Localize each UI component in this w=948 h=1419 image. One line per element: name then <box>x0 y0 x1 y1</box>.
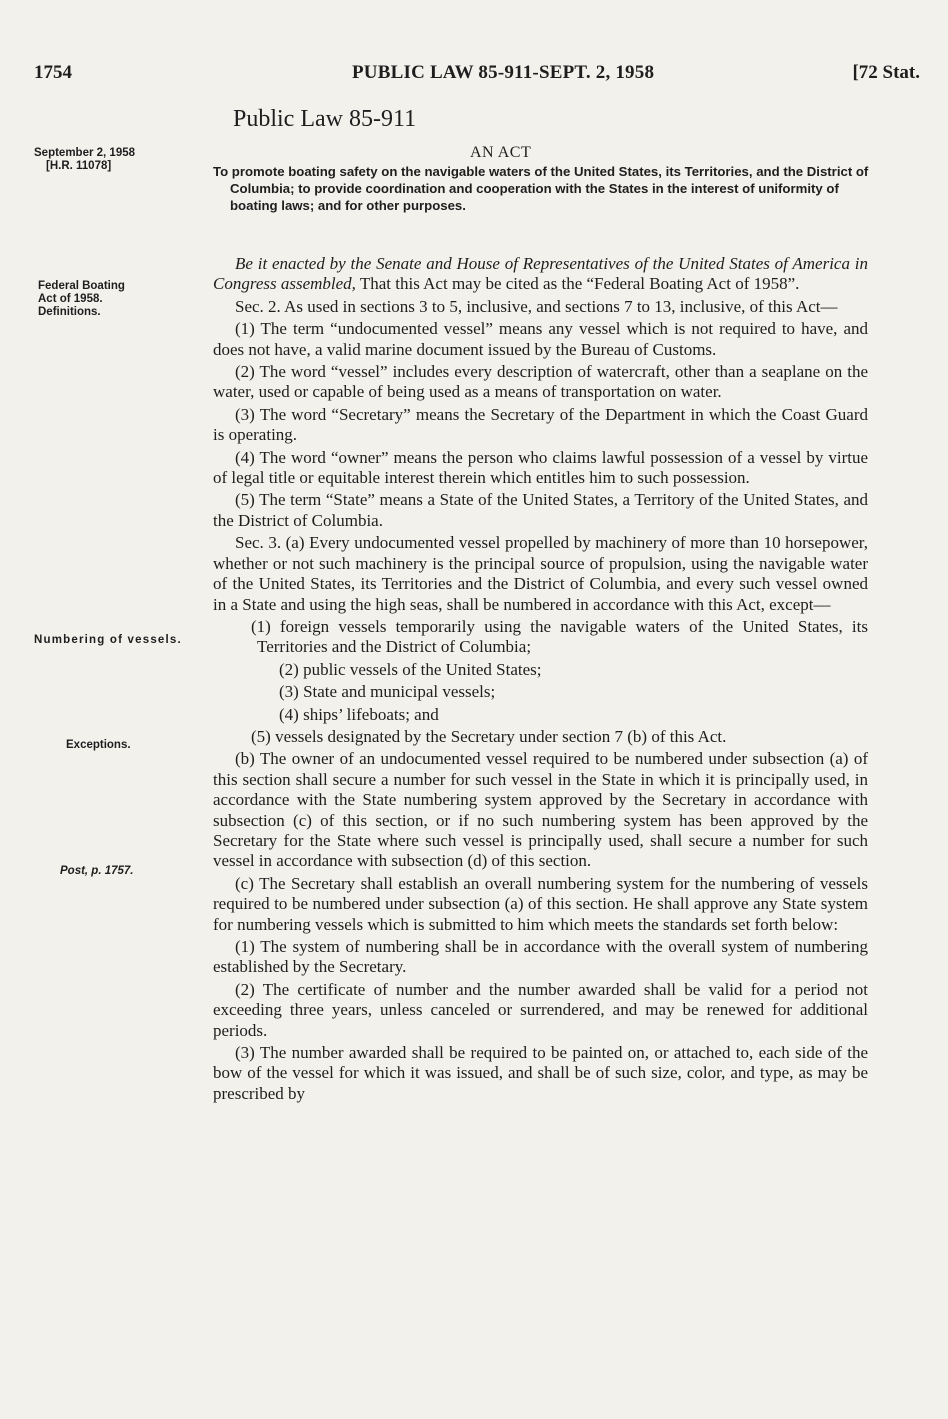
definition-5: (5) The term “State” means a State of the United States, a Territory of the United States, and the District of Columbia. <box>213 490 868 530</box>
enactment-date: September 2, 1958 <box>34 147 136 159</box>
exception-3: (3) State and municipal vessels; <box>279 682 496 702</box>
act-purpose: To promote boating safety on the navigable waters of the United States, its Territories, and the District of Columbia; to provide coordination and cooperation with the States in the interest of uniformity of boating laws; and for other purposes. <box>213 164 869 213</box>
standard-2: (2) The certificate of number and the number awarded shall be valid for a period not exceeding three years, unless canceled or surrendered, and may be renewed for additional periods. <box>213 979 868 1040</box>
volume-citation: [72 Stat. <box>852 62 920 83</box>
definition-2: (2) The word “vessel” includes every description of watercraft, other than a seaplane on the water, used or capable of being used as a means of transportation on water. <box>213 362 868 402</box>
margin-note-short-title <box>38 280 218 319</box>
law-title: Public Law 85-911 <box>233 106 417 132</box>
section-3c: (c) The Secretary shall establish an overall numbering system for the numbering of vessels required to be numbered under subsection (a) of this section. He shall approve any State system for numbering vessels which is submitted to him which meets the standards set forth below: <box>213 873 868 934</box>
margin-note-exceptions: Exceptions. <box>66 739 131 751</box>
exception-1: (1) foreign vessels temporarily using the navigable waters of the United States, its Territories and the District of Columbia; <box>251 616 868 657</box>
definition-3: (3) The word “Secretary” means the Secretary of the Department in which the Coast Guard is operating. <box>213 404 868 445</box>
running-head <box>34 62 920 88</box>
standard-1: (1) The system of numbering shall be in accordance with the overall system of numbering established by the Secretary. <box>213 937 868 977</box>
page-number: 1754 <box>34 62 72 83</box>
section-2: Sec. 2. As used in sections 3 to 5, inclusive, and sections 7 to 13, inclusive, of this Act— <box>235 296 838 316</box>
exception-5: (5) vessels designated by the Secretary under section 7 (b) of this Act. <box>251 726 727 746</box>
margin-note-cross-reference: Post, p. 1757. <box>60 865 134 877</box>
section-3a: Sec. 3. (a) Every undocumented vessel propelled by machinery of more than 10 horsepower, whether or not such machinery is the principal source of propulsion, using the navigable water of the United States, its Territories and the District of Columbia, and every such vessel owned in a State and using the high seas, shall be numbered in accordance with this Act, except— <box>213 533 868 614</box>
act-heading: AN ACT <box>470 144 532 161</box>
section-3b: (b) The owner of an undocumented vessel required to be numbered under subsection (a) of this section shall secure a number for such vessel in the State in which it is principally used, in accordance with the State numbering system approved by the Secretary in accordance with subsection (c) of this section, or if no such numbering system has been approved by the Secretary for the State where such vessel is principally used, shall secure a number for such vessel in accordance with subsection (d) of this section. <box>213 749 868 871</box>
margin-note-numbering: Numbering of vessels. <box>34 634 182 646</box>
exception-4: (4) ships’ lifeboats; and <box>279 704 439 724</box>
enacting-formula: Be it enacted by the Senate and House of Representatives of the United States of America in Congress assembled, <box>213 254 868 294</box>
standard-3: (3) The number awarded shall be required to be painted on, or attached to, each side of the bow of the vessel for which it was issued, and shall be of such size, color, and type, as may be prescribed by <box>213 1043 868 1103</box>
running-title: PUBLIC LAW 85-911-SEPT. 2, 1958 <box>352 62 655 83</box>
bill-number: [H.R. 11078] <box>46 160 112 172</box>
definition-4: (4) The word “owner” means the person who claims lawful possession of a vessel by virtue of legal title or equitable interest therein which entitles him to such possession. <box>213 447 868 488</box>
exception-2: (2) public vessels of the United States; <box>279 659 542 679</box>
definition-1: (1) The term “undocumented vessel” means any vessel which is not required to have, and does not have, a valid marine document issued by the Bureau of Customs. <box>213 319 868 359</box>
short-title-clause: That this Act may be cited as the “Federal Boating Act of 1958”. <box>355 274 800 294</box>
margin-note-definitions: Definitions. <box>38 306 101 318</box>
margin-note-fba-2: Act of 1958. <box>38 293 103 305</box>
enacting-clause <box>213 254 868 295</box>
statute-body <box>213 254 868 1106</box>
margin-note-date <box>34 147 214 173</box>
margin-note-fba-1: Federal Boating <box>38 280 125 292</box>
